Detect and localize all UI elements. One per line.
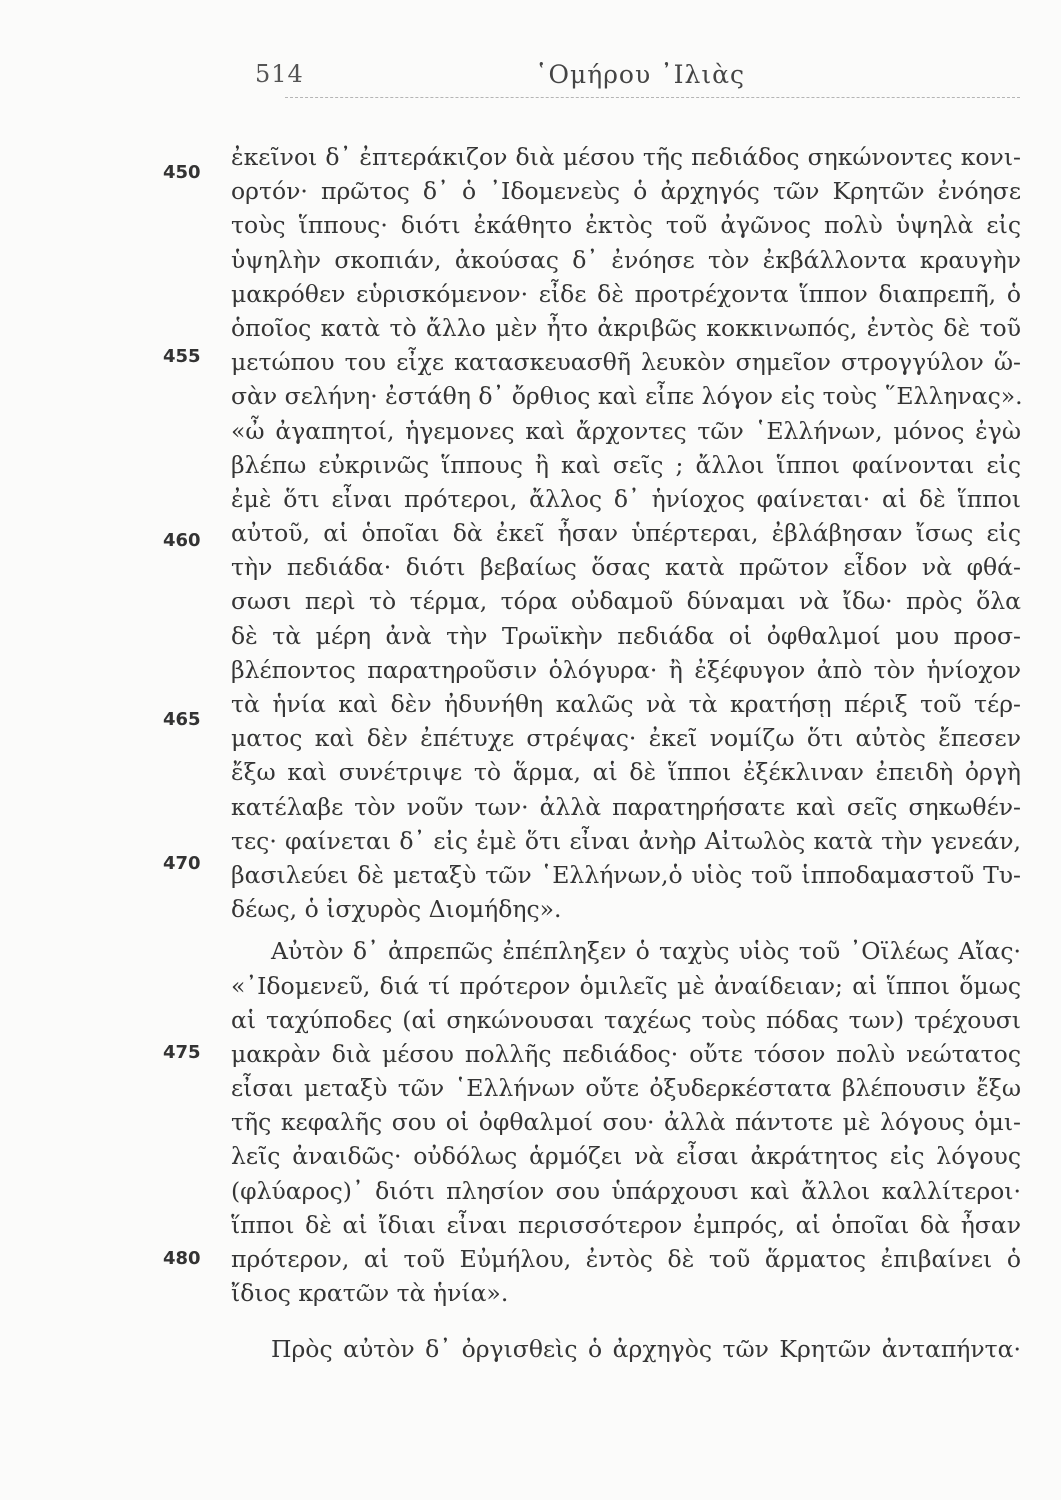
text-line: τὰ ἡνία καὶ δὲν ἠδυνήθη καλῶς νὰ τὰ κρατήσῃ πέριξ τοῦ τέρ- — [231, 690, 1021, 718]
text-line-paragraph-start: Πρὸς αὐτὸν δ᾽ ὀργισθεὶς ὁ ἀρχηγὸς τῶν Κρητῶν ἀνταπήντα· — [271, 1335, 1021, 1364]
text-line: τοὺς ἵππους· διότι ἐκάθητο ἐκτὸς τοῦ ἀγῶνος πολὺ ὑψηλὰ εἰς — [231, 211, 1021, 240]
line-number-460: 460 — [163, 530, 201, 551]
text-line: βασιλεύει δὲ μεταξὺ τῶν ῾Ελλήνων,ὁ υἱὸς τοῦ ἱπποδαμαστοῦ Τυ- — [231, 860, 1021, 889]
text-line: μακρόθεν εὑρισκόμενον· εἶδε δὲ προτρέχοντα ἵππον διαπρεπῆ, ὁ — [231, 279, 1021, 308]
text-line: ορτόν· πρῶτος δ᾽ ὁ ᾽Ιδομενεὺς ὁ ἀρχηγός τῶν Κρητῶν ἐνόησε — [231, 177, 1021, 206]
text-line: ἔξω καὶ συνέτριψε τὸ ἅρμα, αἱ δὲ ἵπποι ἐξέκλιναν ἐπειδὴ ὀργὴ — [231, 758, 1021, 787]
header-rule — [285, 97, 1020, 98]
text-line: μακρὰν διὰ μέσου πολλῆς πεδιάδος· οὔτε τόσον πολὺ νεώτατος — [231, 1039, 1021, 1068]
text-line: μετώπου του εἶχε κατασκευασθῆ λευκὸν σημεῖον στρογγύλον ὥ- — [231, 348, 1021, 377]
text-line: ἵπποι δὲ αἱ ἴδιαι εἶναι περισσότερον ἐμπρός, αἱ ὁποῖαι δὰ ἦσαν — [231, 1210, 1021, 1239]
text-line: «ὦ ἀγαπητοί, ἡγεμονες καὶ ἄρχοντες τῶν ῾Ελλήνων, μόνος ἐγὼ — [231, 416, 1021, 445]
text-line: τῆς κεφαλῆς σου οἱ ὀφθαλμοί σου· ἀλλὰ πάντοτε μὲ λόγους ὁμι- — [231, 1108, 1021, 1137]
text-line: ἴδιος κρατῶν τὰ ἡνία». — [231, 1279, 509, 1308]
text-line-paragraph-start: Αὐτὸν δ᾽ ἀπρεπῶς ἐπέπληξεν ὁ ταχὺς υἱὸς τοῦ ᾽Οϊλέως Αἴας· — [271, 937, 1021, 966]
running-title: ῾Ομήρου ᾽Ιλιὰς — [535, 60, 746, 89]
text-line: (φλύαρος)᾽ διότι πλησίον σου ὑπάρχουσι καὶ ἄλλοι καλλίτεροι· — [231, 1176, 1021, 1205]
text-line: αἱ ταχύποδες (αἱ σηκώνουσαι ταχέως τοὺς πόδας των) τρέχουσι — [231, 1005, 1021, 1034]
page-number: 514 — [255, 60, 304, 88]
text-line: δὲ τὰ μέρη ἀνὰ τὴν Τρωϊκὴν πεδιάδα οἱ ὀφθαλμοί μου προσ- — [231, 621, 1021, 650]
text-line: αὐτοῦ, αἱ ὁποῖαι δὰ ἐκεῖ ἦσαν ὑπέρτεραι, ἐβλάβησαν ἴσως εἰς — [231, 519, 1021, 548]
text-line: λεῖς ἀναιδῶς· οὐδόλως ἁρμόζει νὰ εἶσαι ἀκράτητος εἰς λόγους — [231, 1142, 1021, 1171]
text-line: ἐκεῖνοι δ᾽ ἐπτεράκιζον διὰ μέσου τῆς πεδιάδος σηκώνοντες κονι- — [231, 143, 1021, 171]
text-line: τες· φαίνεται δ᾽ εἰς ἐμὲ ὅτι εἶναι ἀνὴρ Αἰτωλὸς κατὰ τὴν γενεάν, — [231, 826, 1021, 855]
line-number-455: 455 — [163, 346, 201, 367]
line-number-450: 450 — [163, 162, 201, 183]
text-line: σωσι περὶ τὸ τέρμα, τόρα οὐδαμοῦ δύναμαι νὰ ἴδω· πρὸς ὅλα — [231, 587, 1021, 616]
text-line: κατέλαβε τὸν νοῦν των· ἀλλὰ παρατηρήσατε καὶ σεῖς σηκωθέν- — [231, 792, 1021, 821]
text-line: τὴν πεδιάδα· διότι βεβαίως ὅσας κατὰ πρῶτον εἶδον νὰ φθά- — [231, 553, 1021, 582]
page-header — [230, 58, 1020, 98]
text-line: βλέποντος παρατηροῦσιν ὁλόγυρα· ἢ ἐξέφυγον ἀπὸ τὸν ἡνίοχον — [231, 655, 1021, 684]
text-line: εἶσαι μεταξὺ τῶν ῾Ελλήνων οὔτε ὀξυδερκέστατα βλέπουσιν ἔξω — [231, 1074, 1021, 1103]
text-line: «᾽Ιδομενεῦ, διά τί πρότερον ὁμιλεῖς μὲ ἀναίδειαν; αἱ ἵπποι ὅμως — [231, 971, 1021, 1000]
text-line: πρότερον, αἱ τοῦ Εὐμήλου, ἐντὸς δὲ τοῦ ἅρματος ἐπιβαίνει ὁ — [231, 1245, 1021, 1273]
line-number-465: 465 — [163, 709, 201, 730]
line-number-475: 475 — [163, 1042, 201, 1063]
line-number-480: 480 — [163, 1248, 201, 1269]
text-line: ὑψηλὴν σκοπιάν, ἀκούσας δ᾽ ἐνόησε τὸν ἐκβάλλοντα κραυγὴν — [231, 245, 1021, 274]
body-text — [231, 140, 1021, 1367]
text-line: ἐμὲ ὅτι εἶναι πρότεροι, ἄλλος δ᾽ ἡνίοχος φαίνεται· αἱ δὲ ἵπποι — [231, 484, 1021, 513]
text-line: ματος καὶ δὲν ἐπέτυχε στρέψας· ἐκεῖ νομίζω ὅτι αὐτὸς ἔπεσεν — [231, 724, 1021, 753]
text-line: ὁποῖος κατὰ τὸ ἄλλο μὲν ἦτο ἀκριβῶς κοκκινωπός, ἐντὸς δὲ τοῦ — [231, 313, 1021, 342]
text-line: βλέπω εὐκρινῶς ἵππους ἢ καὶ σεῖς ; ἄλλοι ἵπποι φαίνονται εἰς — [231, 450, 1021, 479]
text-line: σὰν σελήνη· ἐστάθη δ᾽ ὄρθιος καὶ εἶπε λόγον εἰς τοὺς ῞Ελληνας». — [231, 382, 1023, 411]
text-line: δέως, ὁ ἰσχυρὸς Διομήδης». — [231, 895, 562, 924]
line-number-470: 470 — [163, 853, 201, 874]
